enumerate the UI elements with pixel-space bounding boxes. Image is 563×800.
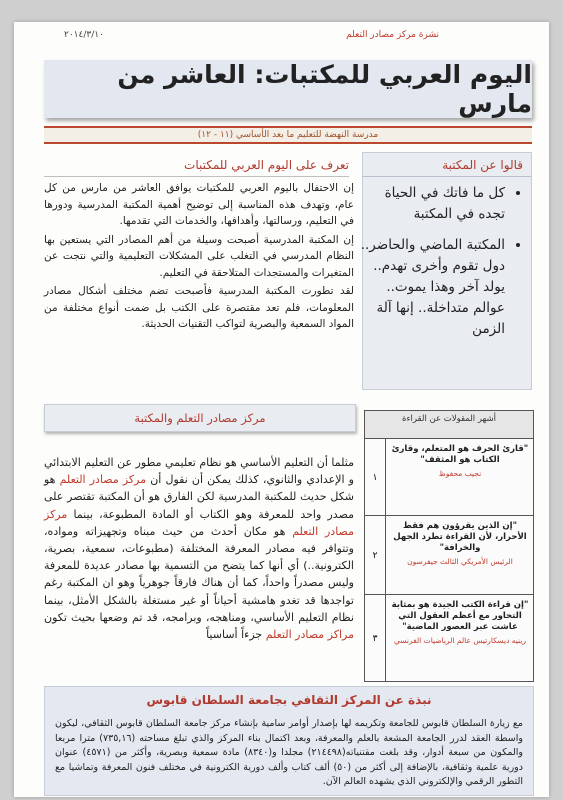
quote-author: رينيه ديسكارتيس عالم الرياضيات الفرنسي bbox=[393, 636, 527, 645]
said-about-library-list bbox=[355, 183, 523, 350]
section2-text: جزءاً أساسياً bbox=[206, 628, 266, 642]
quotes-table-heading: أشهر المقولات عن القراءة bbox=[365, 411, 533, 439]
highlight-term: مركز مصادر التعلم bbox=[59, 473, 147, 487]
section1-paragraph: إن الاحتفال باليوم العربي للمكتبات يوافق العاشر من مارس من كل عام، وتهدف هذه المناسبة إلى توضيح أهمية المكتبة المدرسية ودورها في التعليم، ورسالتها، وأهدافها، والخدمات التي تقدمها. bbox=[44, 182, 354, 227]
school-name-bar: مدرسة النهضة للتعليم ما بعد الأساسي (١١ - ١٢) bbox=[44, 126, 532, 144]
quote-author: نجيب محفوظ bbox=[438, 469, 482, 478]
section1-paragraph: لقد تطورت المكتبة المدرسية فأصبحت تضم مختلف أشكال مصادر المعلومات، فلم تعد مقتصرة على الكتب بل ضمت أنواع مختلفة من المواد السمعية والبصرية لتواكب التقنيات الحديثة. bbox=[44, 285, 354, 330]
highlight-term: مراكز مصادر التعلم bbox=[265, 628, 354, 642]
section1-body bbox=[44, 180, 354, 335]
cultural-center-body: مع زيارة السلطان قابوس للجامعة وتكريمه لها بإصدار أوامر سامية بإنشاء مركز جامعة السلطان قابوس الثقافي، ليكون واسطة العقد لدرر الجامعة المشعة بالعلم والمعرفة، وبعد اكتمال بناء المركز والذي تبلغ مساحته (٧٣٥,١٦) مترا مربعا والمكون من سبعة أدوار، وقد بلغت مقتنياته(٢١٤٤٩٨) مجلدا و(٨٣٤٠) مادة سمعية وبصرية، وأكثر من (٤٥٧١) عنوان دورية علمية وثقافية، بالإضافة إلى أكثر من (٥٠) ألف كتاب وألف دورية الكترونية في مختلف فنون المعرفة وتماشيا مع التطور الرقمي والإلكتروني الذي يشهده العالم الآن. bbox=[55, 718, 523, 787]
section2-text: هو شكل حديث للمكتبة المدرسية لكن الفارق هو أن المكتبة تقتصر على مصدر واحد للمعرفة وهو الكتاب أو المادة المطبوعة، بينما bbox=[44, 473, 354, 521]
said-about-library-heading: قالوا عن المكتبة bbox=[363, 153, 531, 177]
quote: "إن الذين يقرؤون هم فقط الأحرار، لأن القراءة تطرد الجهل والخرافة" bbox=[393, 521, 527, 553]
list-item: • كل ما فاتك في الحياة تجده في المكتبة bbox=[355, 183, 505, 225]
reading-quotes-table bbox=[364, 410, 534, 682]
title-box bbox=[44, 60, 532, 118]
cultural-center-box bbox=[44, 686, 534, 796]
row-number bbox=[365, 439, 386, 515]
section2-text: هو مكان أحدث من حيث مبناه وتجهيزاته ومواده، وتتوافر فيه مصادر المعرفة المختلفة (مطبوعات، سمعية، بصرية، الكترونية..) أي أنها كما يتضح من التسمية بها مصادر عديدة للمعرفة وليس مصدراً واحداً، كما أن هناك فارقاً جوهرياً وهو ان المكتبة رغم تواجدها قد تغدو هامشية أحياناً أو غير مستغلة بالشكل الأمثل، بينما نظام التعليم الأساسي، ومناهجه، وبرامجه، قد تم وضعها بحيث تكون bbox=[44, 524, 354, 624]
row-number bbox=[365, 595, 386, 681]
row-number-value: ١ bbox=[372, 473, 378, 484]
section2-text: مثلما أن التعليم الأساسي هو نظام تعليمي مطور عن التعليم الابتدائي و الإعدادي والثانوي، كذلك يمكن أن نقول أن bbox=[44, 456, 354, 487]
table-row bbox=[365, 516, 533, 595]
quote: "إن قراءة الكتب الجيدة هو بمثابة التحاور مع أعظم العقول التي عاشت عبر العصور الماضية" bbox=[391, 600, 529, 632]
newsletter-name: نشرة مركز مصادر التعلم bbox=[346, 30, 439, 40]
said-about-library-panel bbox=[362, 152, 532, 390]
newsletter-page bbox=[14, 22, 549, 797]
highlight-term: مركز مصادر التعلم bbox=[44, 507, 354, 538]
row-number bbox=[365, 516, 386, 594]
quote: "قارئ الحرف هو المتعلم، وقارئ الكتاب هو المثقف" bbox=[391, 444, 529, 465]
row-number-value: ٣ bbox=[372, 633, 378, 644]
table-row bbox=[365, 439, 533, 516]
section2-body bbox=[44, 454, 354, 643]
section1-paragraph: إن المكتبة المدرسية أصبحت وسيلة من أهم المصادر التي يستعين بها النظام المدرسي في التغلب على المشكلات التعليمية والتي نتجت عن المتغيرات والمستجدات المتلاحقة في التعليم. bbox=[44, 233, 354, 279]
quote-text bbox=[391, 444, 529, 479]
page-title: اليوم العربي للمكتبات: العاشر من مارس bbox=[117, 60, 532, 118]
section2-heading: مركز مصادر التعلم والمكتبة bbox=[44, 404, 356, 432]
quote-text bbox=[391, 521, 529, 567]
list-item: • المكتبة الماضي والحاضر.. دول تقوم وأخرى تهدم.. يولد آخر وهذا يموت.. عوالم متداخلة.. إنها آلة الزمن bbox=[355, 235, 505, 340]
cultural-center-heading: نبذة عن المركز الثقافي بجامعة السلطان قابوس bbox=[146, 693, 432, 707]
section1-heading: تعرف على اليوم العربي للمكتبات bbox=[44, 154, 349, 177]
table-row bbox=[365, 595, 533, 681]
issue-date: ٢٠١٤/٣/١٠ bbox=[64, 30, 104, 40]
quote-author: الرئيس الأمريكي الثالث جيفرسون bbox=[407, 557, 513, 566]
quote-text bbox=[391, 600, 529, 646]
row-number-value: ٢ bbox=[372, 551, 378, 562]
